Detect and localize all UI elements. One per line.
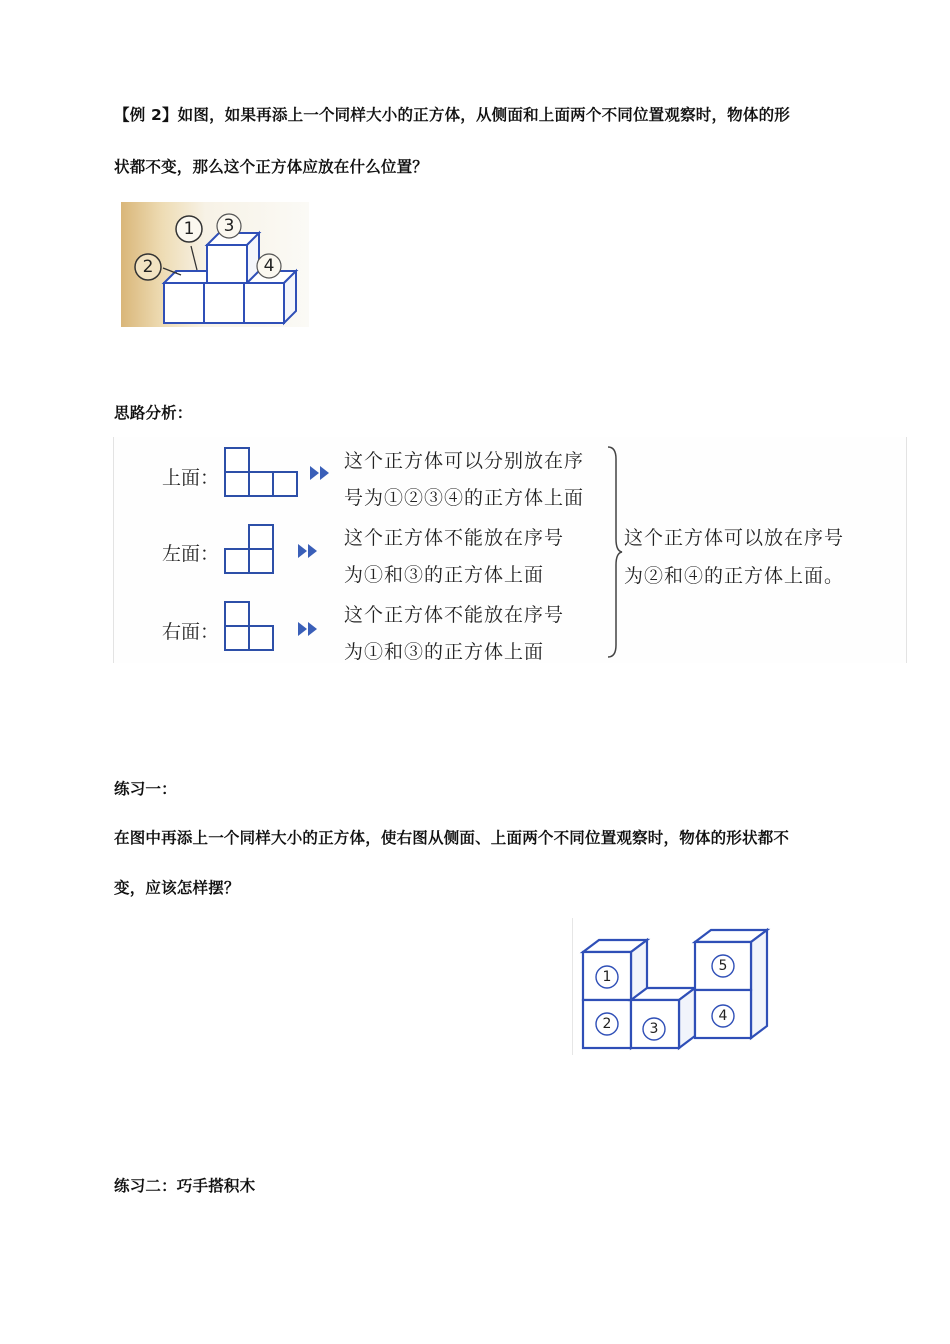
marker-1: 1: [183, 219, 195, 239]
marker-3: 3: [223, 216, 235, 236]
exercise1-cube-drawing: [573, 918, 777, 1055]
top-view-shape: [224, 447, 299, 499]
summary-text-1: 这个正方体可以放在序号: [624, 527, 845, 549]
exercise1-cube-figure: [572, 918, 777, 1055]
top-view-text-1: 这个正方体可以分别放在序: [344, 450, 585, 472]
right-view-arrow-icon: [298, 621, 322, 637]
exercise1-heading: 练习一：: [114, 780, 177, 798]
grouping-brace: [606, 445, 624, 659]
right-view-shape: [224, 601, 276, 653]
example-line-2: 状都不变，那么这个正方体应放在什么位置？: [114, 158, 429, 176]
right-view-text-1: 这个正方体不能放在序号: [344, 604, 565, 626]
marker-2: 2: [602, 1016, 612, 1032]
example-line-1: 【例 2】如图，如果再添上一个同样大小的正方体，从侧面和上面两个不同位置观察时，物体的形: [114, 106, 790, 124]
top-view-label: 上面：: [162, 467, 220, 489]
left-view-label: 左面：: [162, 543, 220, 565]
marker-4: 4: [718, 1008, 728, 1024]
exercise1-line-2: 变，应该怎样摆？: [114, 879, 240, 897]
left-view-text-2: 为①和③的正方体上面: [344, 564, 545, 586]
top-view-arrow-icon: [310, 465, 334, 481]
marker-3: 3: [649, 1021, 659, 1037]
exercise2-heading: 练习二：巧手搭积木: [114, 1177, 256, 1195]
example-cube-figure: [121, 202, 309, 327]
marker-5: 5: [718, 958, 728, 974]
summary-text-2: 为②和④的正方体上面。: [624, 565, 845, 587]
top-view-text-2: 号为①②③④的正方体上面: [344, 487, 585, 509]
left-view-arrow-icon: [298, 543, 322, 559]
left-view-text-1: 这个正方体不能放在序号: [344, 527, 565, 549]
marker-2: 2: [142, 257, 154, 277]
left-view-shape: [224, 524, 276, 576]
cube-stack-drawing: [121, 202, 309, 327]
right-view-label: 右面：: [162, 621, 220, 643]
analysis-heading: 思路分析：: [114, 404, 193, 422]
right-view-text-2: 为①和③的正方体上面: [344, 641, 545, 663]
analysis-figure: [113, 437, 907, 663]
exercise1-line-1: 在图中再添上一个同样大小的正方体，使右图从侧面、上面两个不同位置观察时，物体的形状都不: [114, 829, 790, 847]
marker-1: 1: [602, 969, 612, 985]
marker-4: 4: [263, 256, 275, 276]
